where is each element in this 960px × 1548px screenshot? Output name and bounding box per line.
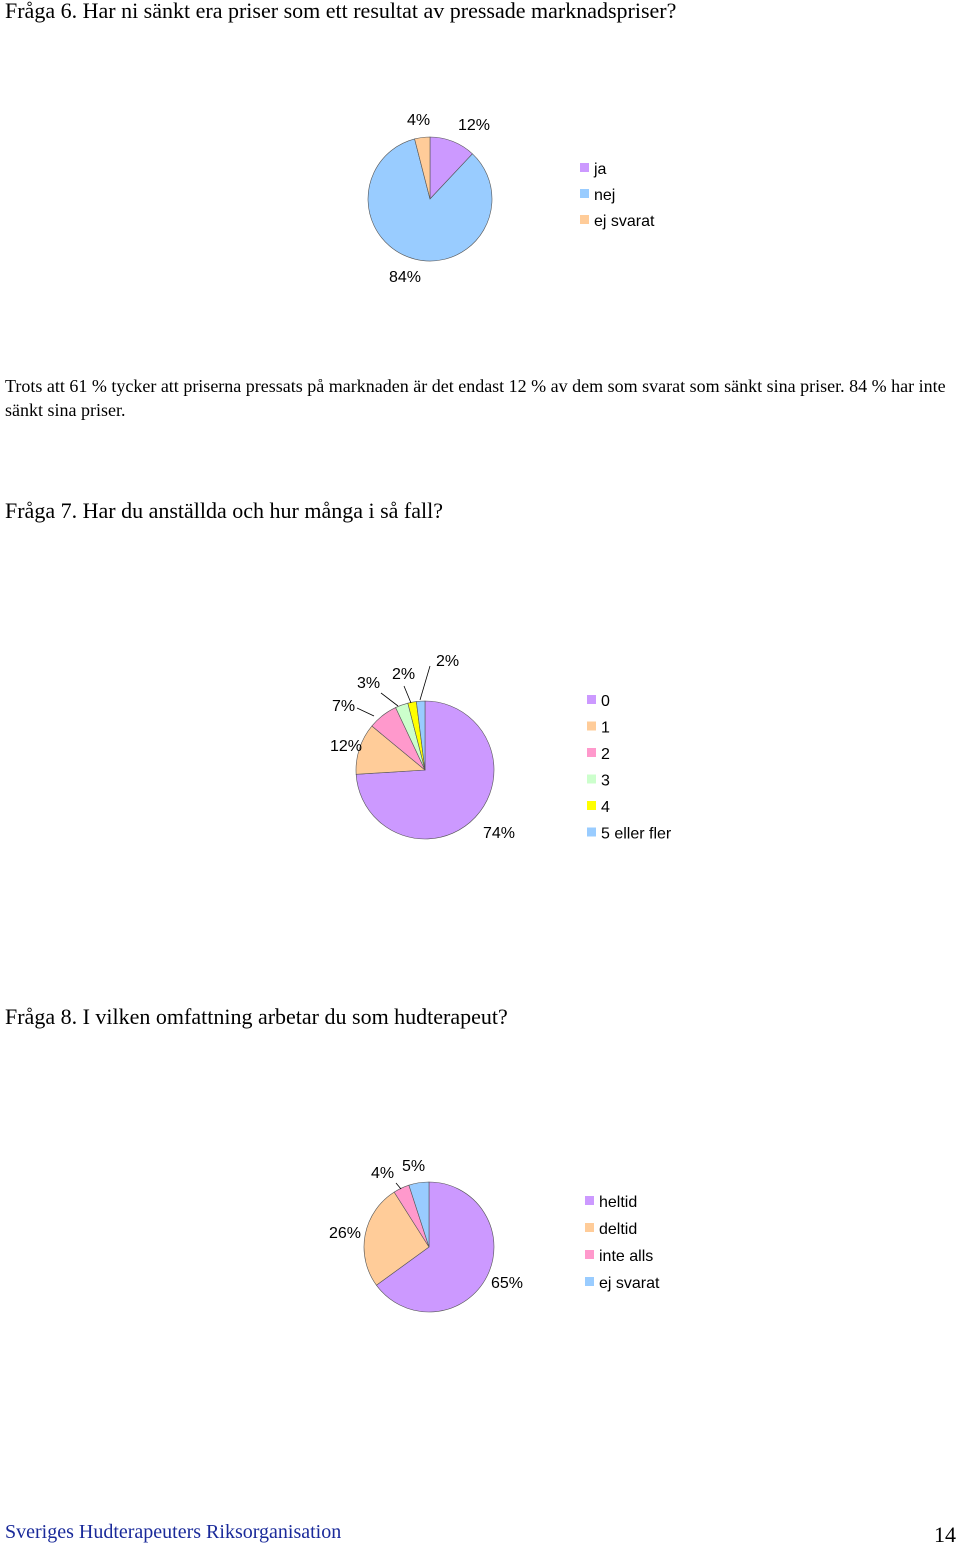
pie2-data-label-0: 74% [483,825,516,842]
pie1-data-label-ja: 12% [458,117,491,134]
pie1-data-label-nej: 84% [389,269,422,286]
pie3-legend-label-deltid: deltid [599,1221,638,1238]
footer-page-number: 14 [934,1522,956,1547]
pie2-data-label-5-eller-fler: 2% [436,653,460,670]
footer-org: Sveriges Hudterapeuters Riksorganisation [5,1521,342,1543]
q8-title: Fråga 8. I vilken omfattning arbetar du som hudterapeut? [5,1004,508,1029]
pie3-data-label-ej-svarat: 5% [402,1158,426,1175]
pie3-leader-line-inte-alls [396,1183,401,1189]
pie2-data-label-1: 12% [330,738,363,755]
pie1-data-label-ej-svarat: 4% [407,112,431,129]
pie1-legend-label-ja: ja [594,161,607,178]
pie3-legend-swatch-heltid [585,1196,594,1205]
pie2-data-label-3: 3% [357,675,381,692]
pie2-data-label-2: 7% [332,698,356,715]
pie3-data-label-heltid: 65% [491,1275,524,1292]
pie2-legend-label-3: 3 [601,772,610,790]
pie1-legend-label-nej: nej [594,187,616,204]
pie3-data-label-inte-alls: 4% [371,1165,395,1182]
pie3-data-label-deltid: 26% [329,1225,362,1242]
pie3-legend-label-inte-alls: inte alls [599,1248,654,1265]
pie3-legend-label-ej-svarat: ej svarat [599,1275,660,1292]
pie3-legend-swatch-deltid [585,1223,594,1232]
pie3-legend-swatch-inte-alls [585,1250,594,1259]
pie1-legend-label-ej-svarat: ej svarat [594,213,655,230]
pie2-legend-label-4: 4 [601,799,610,816]
pie3-legend-swatch-ej-svarat [585,1277,594,1286]
pie2-legend-label-0: 0 [601,693,610,710]
pie2-legend-label-1: 1 [601,719,610,737]
pie2-data-label-4: 2% [392,666,416,683]
q6-paragraph: Trots att 61 % tycker att priserna pressats på marknaden är det endast 12 % av dem som svarat som sänkt sina priser. 84 % har inte sänkt sina priser. [5,376,946,420]
pie2-legend-label-5-eller-fler: 5 eller fler [601,825,672,843]
q7-title: Fråga 7. Har du anställda och hur många i så fall? [5,498,444,523]
pie3-legend-label-heltid: heltid [599,1194,638,1211]
pie2-legend-label-2: 2 [601,746,610,763]
q6-title: Fråga 6. Har ni sänkt era priser som ett resultat av pressade marknadspriser? [5,0,677,23]
